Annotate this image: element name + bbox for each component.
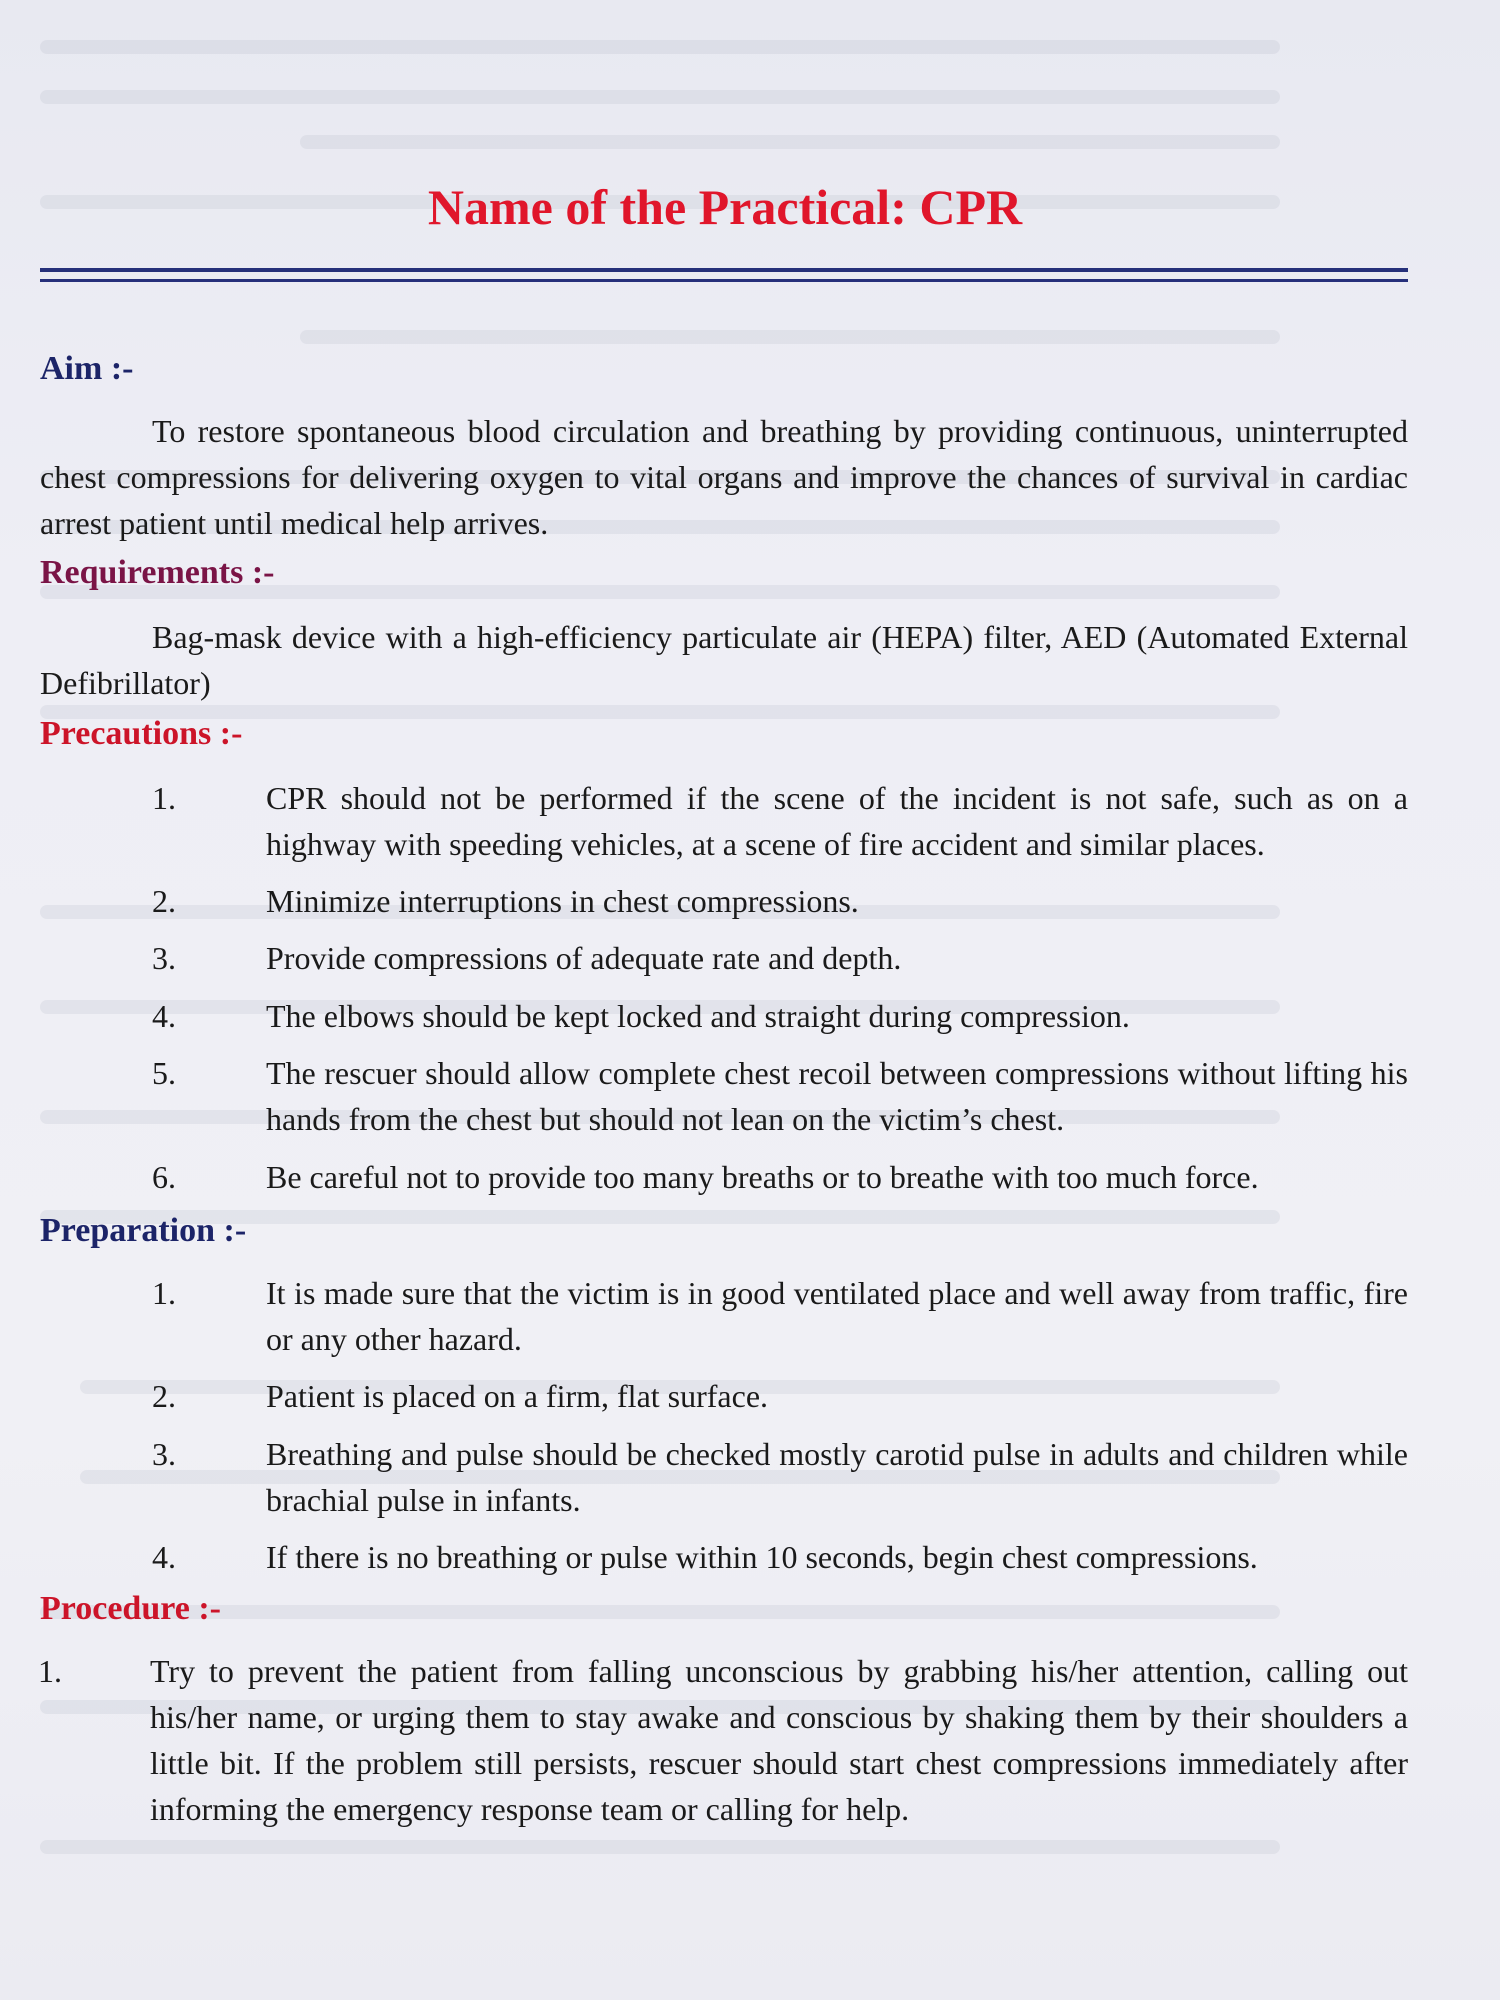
list-text: Provide compressions of adequate rate and depth. (266, 940, 902, 976)
preparation-item (152, 1270, 1408, 1362)
aim-text (40, 408, 1408, 546)
list-number: 1. (38, 1653, 62, 1689)
list-text: The elbows should be kept locked and straight during compression. (266, 998, 1130, 1034)
procedure-heading: Procedure :- (40, 1590, 221, 1627)
list-number: 2. (152, 1378, 176, 1414)
procedure-item (38, 1648, 1408, 1832)
list-text: If there is no breathing or pulse within 10 seconds, begin chest compressions. (266, 1539, 1258, 1575)
precaution-item (152, 993, 1408, 1039)
list-text: Be careful not to provide too many breaths or to breathe with too much force. (266, 1159, 1259, 1195)
list-number: 3. (152, 940, 176, 976)
list-number: 4. (152, 998, 176, 1034)
page-title: Name of the Practical: CPR (427, 179, 1023, 235)
precaution-item (152, 775, 1408, 867)
list-number: 1. (152, 1275, 176, 1311)
list-text: Breathing and pulse should be checked mostly carotid pulse in adults and children while brachial pulse in infants. (266, 1436, 1408, 1518)
title-rule-thin (40, 279, 1408, 282)
aim-heading: Aim :- (40, 350, 134, 387)
list-number: 3. (152, 1436, 176, 1472)
precaution-item (152, 1050, 1408, 1142)
list-number: 2. (152, 883, 176, 919)
preparation-item (152, 1431, 1408, 1523)
list-text: Try to prevent the patient from falling unconscious by grabbing his/her attention, calling out his/her name, or urging them to stay awake and conscious by shaking them by their shoulders a little bit. If the problem still persists, rescuer should start chest compressions immediately after informing the emergency response team or calling for help. (150, 1653, 1408, 1827)
precautions-heading: Precautions :- (40, 715, 243, 752)
list-text: CPR should not be performed if the scene of the incident is not safe, such as on a highway with speeding vehicles, at a scene of fire accident and similar places. (266, 780, 1408, 862)
list-number: 6. (152, 1159, 176, 1195)
list-text: Patient is placed on a firm, flat surface. (266, 1378, 769, 1414)
requirements-heading: Requirements :- (40, 554, 275, 591)
list-number: 4. (152, 1539, 176, 1575)
list-text: Minimize interruptions in chest compressions. (266, 883, 859, 919)
list-text: It is made sure that the victim is in good ventilated place and well away from traffic, fire or any other hazard. (266, 1275, 1408, 1357)
precaution-item (152, 935, 1408, 981)
precaution-item (152, 1154, 1408, 1200)
requirements-text (40, 614, 1408, 706)
list-number: 5. (152, 1055, 176, 1091)
preparation-item (152, 1373, 1408, 1419)
title-rule-thick (40, 268, 1408, 272)
aim-text-content: To restore spontaneous blood circulation and breathing by providing continuous, uninterrupted chest compressions for delivering oxygen to vital organs and improve the chances of survival in cardiac arrest patient until medical help arrives. (40, 413, 1408, 541)
list-text: The rescuer should allow complete chest recoil between compressions without lifting his hands from the chest but should not lean on the victim’s chest. (266, 1055, 1408, 1137)
precaution-item (152, 878, 1408, 924)
list-number: 1. (152, 780, 176, 816)
requirements-text-content: Bag-mask device with a high-efficiency particulate air (HEPA) filter, AED (Automated External Defibrillator) (40, 619, 1408, 701)
preparation-heading: Preparation :- (40, 1212, 247, 1249)
preparation-item (152, 1534, 1408, 1580)
